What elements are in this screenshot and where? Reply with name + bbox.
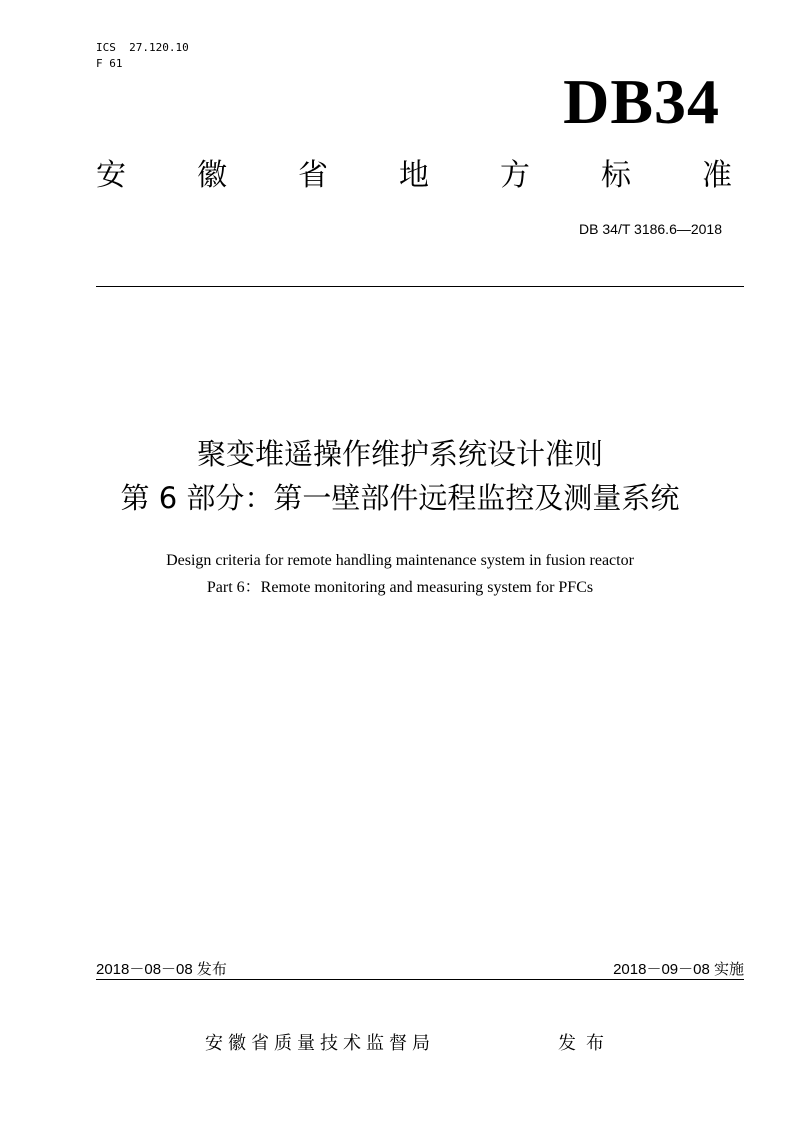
header-divider: [96, 286, 744, 287]
standard-number: DB 34/T 3186.6—2018: [579, 221, 722, 237]
standard-type-char: 准: [702, 158, 732, 193]
standard-type-char: 方: [500, 158, 530, 193]
standard-type-char: 安: [96, 158, 126, 193]
ccs-code: F 61: [96, 57, 123, 70]
dates-row: [96, 960, 744, 980]
standard-type-char: 标: [601, 158, 631, 193]
title-en-line1: Design criteria for remote handling maintenance system in fusion reactor: [166, 552, 634, 569]
standard-type-char: 地: [399, 158, 429, 193]
ics-code: ICS 27.120.10: [96, 41, 189, 54]
title-cn-line1: 聚变堆遥操作维护系统设计准则: [196, 437, 603, 471]
classification-codes: [96, 40, 189, 72]
footer-divider: [96, 979, 744, 980]
title-en-line2: Part 6：Remote monitoring and measuring system for PFCs: [206, 579, 594, 596]
standard-type-char: 省: [298, 158, 328, 193]
standard-type: [96, 158, 732, 194]
title-cn-line2: 第 6 部分：第一壁部件远程监控及测量系统: [120, 481, 680, 515]
issuing-authority: 安徽省质量技术监督局: [205, 1033, 435, 1054]
standard-code: DB34: [563, 66, 720, 137]
implement-date: 2018－09－08 实施: [613, 961, 744, 978]
issue-date: 2018－08－08 发布: [96, 961, 227, 978]
issue-label: 发布: [558, 1033, 614, 1054]
standard-type-char: 徽: [197, 158, 227, 193]
